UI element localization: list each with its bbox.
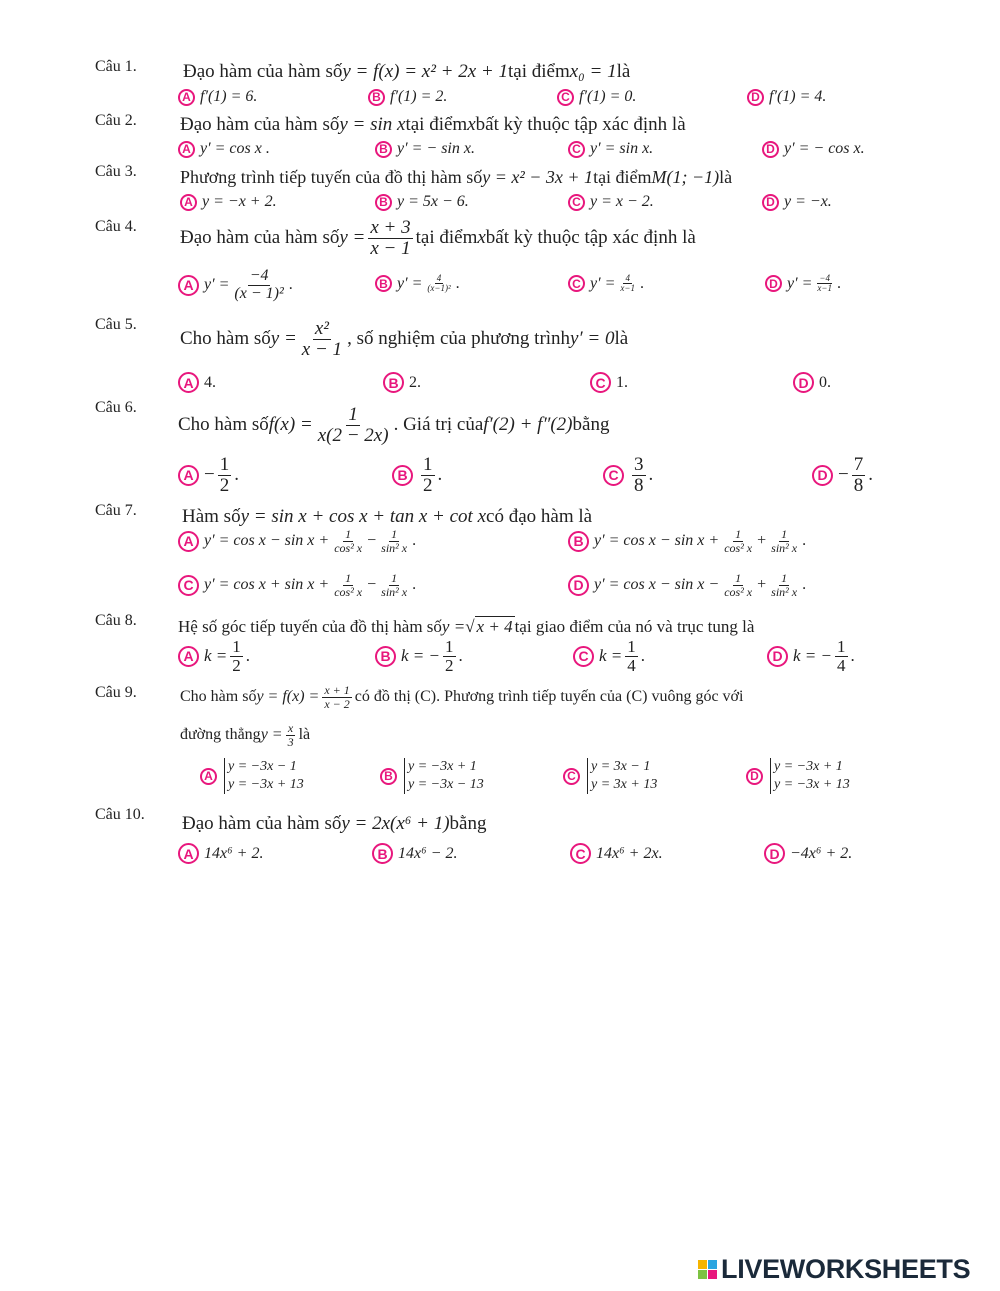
option-b-badge[interactable]: B — [375, 275, 392, 292]
option-b-badge[interactable]: B — [372, 843, 393, 864]
option-c[interactable] — [563, 758, 657, 794]
option-a-badge[interactable]: A — [178, 465, 199, 486]
option-c[interactable]: C y′ = sin x. — [568, 140, 653, 158]
option-d[interactable]: D −4x⁶ + 2. — [764, 843, 852, 864]
equation-system: y = 3x − 1 y = 3x + 13 — [587, 758, 657, 794]
option-b-badge[interactable]: B — [392, 465, 413, 486]
option-d[interactable]: D y′ = $\frac{-4}{x-1}$ . — [765, 274, 841, 294]
option-d-badge[interactable]: D — [793, 372, 814, 393]
option-c[interactable]: C y′ = cos x + sin x + $\frac{1}{\text{cos² x}}$ − $\frac{1}{\text{sin² x}}$ . — [178, 572, 416, 598]
option-fraction: $\frac{-4}{\text{(x − 1)²}}$ — [234, 267, 284, 302]
option-b[interactable]: B y′ = $\frac{4}{\text{(x−1)²}}$ . — [375, 274, 460, 294]
option-d[interactable] — [746, 758, 850, 794]
question-stem: Đạo hàm của hàm số y = $\frac{x + 3}{x - 1}$ tại điểm x bất kỳ thuộc tập xác định là — [180, 217, 696, 259]
option-fraction: $\frac{4}{\text{(x−1)²}}$ — [427, 273, 451, 294]
option-d[interactable]: D y′ = − cos x. — [762, 140, 865, 158]
option-c-badge[interactable]: C — [178, 575, 199, 596]
option-d[interactable]: D − $\frac{7}{8}$ . — [812, 455, 873, 496]
option-c-badge[interactable]: C — [603, 465, 624, 486]
option-a[interactable]: A y = −x + 2. — [180, 193, 277, 211]
option-d[interactable]: D f′(1) = 4. — [747, 88, 826, 106]
option-d[interactable]: D y′ = cos x − sin x − $\frac{1}{\text{cos² x}}$ + $\frac{1}{\text{sin² x}}$ . — [568, 572, 806, 598]
question-stem: Cho hàm số f(x) = $\frac{1}{x(2 - 2x)}$ . Giá trị của f′(2) + f″(2) bằng — [178, 404, 610, 446]
option-a[interactable]: A y′ = cos x − sin x + $\frac{1}{\text{cos² x}}$ − $\frac{1}{\text{sin² x}}$ . — [178, 528, 416, 554]
option-c[interactable]: C $\frac{3}{8}$ . — [603, 455, 653, 496]
option-fraction: $\frac{1}{\text{cos² x}}$ — [724, 527, 753, 555]
question-stem: Cho hàm số y = $\frac{\text{x²}}{x - 1}$ , số nghiệm của phương trình y′ = 0 là — [180, 318, 629, 360]
option-c[interactable]: C f′(1) = 0. — [557, 88, 636, 106]
question-number: Câu 8. — [95, 612, 137, 629]
option-a[interactable] — [200, 758, 304, 794]
option-fraction: $\frac{1}{2}$ — [232, 637, 241, 675]
question-stem: Đạo hàm của hàm số y = f(x) = x² + 2x + 1 tại điểm x₀ = 1 là — [183, 61, 631, 82]
option-b[interactable]: B $\frac{1}{2}$ . — [392, 455, 442, 496]
option-b-badge[interactable]: B — [568, 531, 589, 552]
question-stem-line-2: đường thẳng y = $\frac{x}{3}$ là — [180, 721, 311, 749]
logo-mark-icon — [698, 1260, 717, 1279]
option-fraction: $\frac{1}{\text{sin² x}}$ — [381, 527, 408, 555]
option-a-badge[interactable]: A — [178, 275, 199, 296]
sqrt-sign: √ — [465, 616, 475, 636]
stem-fraction: $\frac{\text{x²}}{x - 1}$ — [301, 318, 343, 360]
option-fraction: $\frac{1}{\text{cos² x}}$ — [724, 571, 753, 599]
option-b-badge[interactable]: B — [380, 768, 397, 785]
option-d-badge[interactable]: D — [762, 194, 779, 211]
option-d-badge[interactable]: D — [765, 275, 782, 292]
option-fraction: $\frac{1}{\text{cos² x}}$ — [334, 527, 363, 555]
equation-system: y = −3x + 1 y = −3x + 13 — [770, 758, 850, 794]
option-fraction: $\frac{3}{8}$ — [634, 454, 644, 496]
question-number: Câu 1. — [95, 58, 137, 75]
option-b[interactable] — [380, 758, 484, 794]
option-d[interactable]: D 0. — [793, 372, 831, 393]
option-d-badge[interactable]: D — [812, 465, 833, 486]
option-b-badge[interactable]: B — [368, 89, 385, 106]
option-c-badge[interactable]: C — [568, 275, 585, 292]
option-fraction: $\frac{1}{2}$ — [423, 454, 433, 496]
option-c[interactable]: C 14x⁶ + 2x. — [570, 843, 663, 864]
option-c[interactable]: C y′ = $\frac{4}{x-1}$ . — [568, 274, 644, 294]
question-stem: Hệ số góc tiếp tuyến của đồ thị hàm số y = √ x + 4 tại giao điểm của nó và trục tung là — [178, 616, 755, 636]
option-fraction: $\frac{1}{4}$ — [627, 637, 636, 675]
option-d[interactable]: D y = −x. — [762, 193, 832, 211]
option-fraction: $\frac{1}{2}$ — [219, 454, 230, 496]
option-c[interactable]: C 1. — [590, 372, 628, 393]
option-c[interactable]: C y = x − 2. — [568, 193, 654, 211]
question-stem: Hàm số y = sin x + cos x + tan x + cot x có đạo hàm là — [182, 506, 593, 527]
option-a-badge[interactable]: A — [180, 194, 197, 211]
option-d-badge[interactable]: D — [746, 768, 763, 785]
option-c-badge[interactable]: C — [557, 89, 574, 106]
question-number: Câu 10. — [95, 806, 145, 823]
option-fraction: $\frac{7}{8}$ — [853, 454, 864, 496]
question-stem: Cho hàm số y = f(x) = $\frac{x + 1}{x - 2}$ có đồ thị (C). Phương trình tiếp tuyến của (C) vuông góc với — [180, 683, 744, 711]
option-a[interactable]: A k = $\frac{1}{2}$ . — [178, 638, 250, 675]
option-fraction: $\frac{-4}{x-1}$ — [817, 273, 832, 294]
stem-fraction: $\frac{x + 3}{x - 1}$ — [370, 217, 411, 259]
stem-fraction: $\frac{x}{3}$ — [287, 721, 294, 749]
option-b-badge[interactable]: B — [383, 372, 404, 393]
option-a-badge[interactable]: A — [178, 141, 195, 158]
option-c-badge[interactable]: C — [563, 768, 580, 785]
option-d-badge[interactable]: D — [762, 141, 779, 158]
option-d-badge[interactable]: D — [568, 575, 589, 596]
option-b[interactable]: B 2. — [383, 372, 421, 393]
option-b-badge[interactable]: B — [375, 646, 396, 667]
option-fraction: $\frac{1}{\text{sin² x}}$ — [771, 571, 798, 599]
option-fraction: $\frac{1}{\text{sin² x}}$ — [771, 527, 798, 555]
question-number: Câu 7. — [95, 502, 137, 519]
question-number: Câu 6. — [95, 399, 137, 416]
option-a[interactable]: A 4. — [178, 372, 216, 393]
option-c-badge[interactable]: C — [568, 141, 585, 158]
option-d-badge[interactable]: D — [764, 843, 785, 864]
option-b[interactable]: B y′ = cos x − sin x + $\frac{1}{\text{cos² x}}$ + $\frac{1}{\text{sin² x}}$ . — [568, 528, 806, 554]
option-a-badge[interactable]: A — [178, 531, 199, 552]
question-stem: Đạo hàm của hàm số y = sin x tại điểm x bất kỳ thuộc tập xác định là — [180, 114, 686, 135]
liveworksheets-logo — [698, 1254, 970, 1285]
option-c-badge[interactable]: C — [570, 843, 591, 864]
option-fraction: $\frac{1}{\text{cos² x}}$ — [334, 571, 363, 599]
option-fraction: $\frac{4}{x-1}$ — [620, 273, 635, 294]
option-b-badge[interactable]: B — [375, 194, 392, 211]
option-a-badge[interactable]: A — [178, 646, 199, 667]
equation-system: y = −3x + 1 y = −3x − 13 — [404, 758, 484, 794]
option-a-badge[interactable]: A — [178, 843, 199, 864]
option-a[interactable]: A 14x⁶ + 2. — [178, 843, 263, 864]
question-number: Câu 2. — [95, 112, 137, 129]
option-a[interactable]: A y′ = cos x . — [178, 140, 270, 158]
option-fraction: $\frac{1}{\text{sin² x}}$ — [381, 571, 408, 599]
equation-system: y = −3x − 1 y = −3x + 13 — [224, 758, 304, 794]
option-b[interactable]: B y′ = − sin x. — [375, 140, 475, 158]
question-number: Câu 9. — [95, 684, 137, 701]
option-a-badge[interactable]: A — [178, 89, 195, 106]
option-b[interactable]: B f′(1) = 2. — [368, 88, 447, 106]
question-number: Câu 5. — [95, 316, 137, 333]
option-a-badge[interactable]: A — [200, 768, 217, 785]
option-b[interactable]: B 14x⁶ − 2. — [372, 843, 457, 864]
option-a[interactable]: A f′(1) = 6. — [178, 88, 257, 106]
option-a[interactable]: A y′ = $\frac{-4}{\text{(x − 1)²}}$ . — [178, 268, 293, 303]
option-a-badge[interactable]: A — [178, 372, 199, 393]
question-number: Câu 4. — [95, 218, 137, 235]
option-c-badge[interactable]: C — [568, 194, 585, 211]
stem-fraction: $\frac{x + 1}{x - 2}$ — [324, 683, 350, 711]
option-c-badge[interactable]: C — [590, 372, 611, 393]
question-stem: Đạo hàm của hàm số y = 2x(x⁶ + 1) bằng — [182, 813, 487, 834]
option-b[interactable]: B y = 5x − 6. — [375, 193, 469, 211]
option-a[interactable]: A − $\frac{1}{2}$ . — [178, 455, 239, 496]
option-b-badge[interactable]: B — [375, 141, 392, 158]
option-d-badge[interactable]: D — [747, 89, 764, 106]
option-b[interactable]: B k = − $\frac{1}{2}$ . — [375, 638, 463, 675]
option-d[interactable]: D k = − $\frac{1}{4}$ . — [767, 638, 855, 675]
brand-name: LIVEWORKSHEETS — [721, 1254, 971, 1284]
stem-fraction: $\frac{1}{x(2 - 2x)}$ — [317, 404, 389, 446]
question-stem: Phương trình tiếp tuyến của đồ thị hàm số y = x² − 3x + 1 tại điểm M(1; −1) là — [180, 167, 733, 187]
option-c[interactable]: C k = $\frac{1}{4}$ . — [573, 638, 645, 675]
question-number: Câu 3. — [95, 163, 137, 180]
option-d-badge[interactable]: D — [767, 646, 788, 667]
option-c-badge[interactable]: C — [573, 646, 594, 667]
option-fraction: $\frac{1}{4}$ — [837, 637, 846, 675]
option-fraction: $\frac{1}{2}$ — [445, 637, 454, 675]
